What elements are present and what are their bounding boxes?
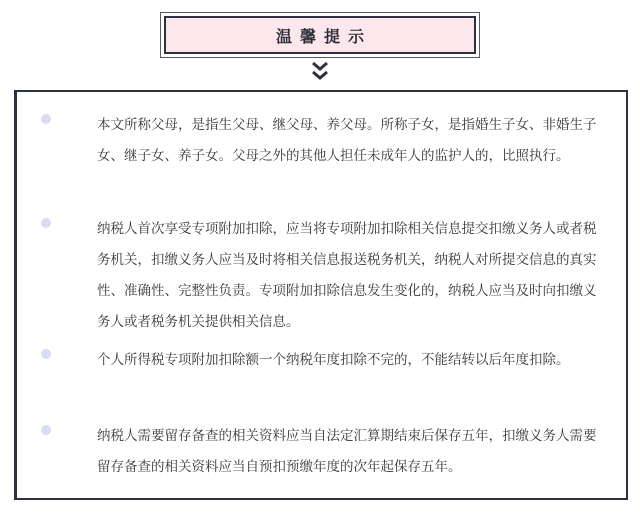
title-banner xyxy=(160,12,480,58)
page-title: 温馨提示 xyxy=(275,26,372,46)
bullet-dot-icon xyxy=(41,349,51,359)
notes-card xyxy=(14,90,628,500)
note-text: 纳税人首次享受专项附加扣除，应当将专项附加扣除相关信息提交扣缴义务人或者税务机关，扣缴义务人应当及时将相关信息报送税务机关，纳税人对所提交信息的真实性、准确性、完整性负责。专项附加扣除信息发生变化的，纳税人应当及时向扣缴义务人或者税务机关提供相关信息。 xyxy=(97,221,597,330)
double-chevron-down-icon xyxy=(308,60,332,84)
note-text: 个人所得税专项附加扣除额一个纳税年度扣除不完的，不能结转以后年度扣除。 xyxy=(97,352,570,368)
note-text: 纳税人需要留存备查的相关资料应当自法定汇算期结束后保存五年，扣缴义务人需要留存备查的相关资料应当自预扣预缴年度的次年起保存五年。 xyxy=(97,428,597,475)
bullet-dot-icon xyxy=(41,218,51,228)
title-banner-inner xyxy=(164,16,476,54)
note-text: 本文所称父母，是指生父母、继父母、养父母。所称子女，是指婚生子女、非婚生子女、继子女、养子女。父母之外的其他人担任未成年人的监护人的，比照执行。 xyxy=(97,117,597,164)
bullet-dot-icon xyxy=(41,114,51,124)
bullet-dot-icon xyxy=(41,425,51,435)
